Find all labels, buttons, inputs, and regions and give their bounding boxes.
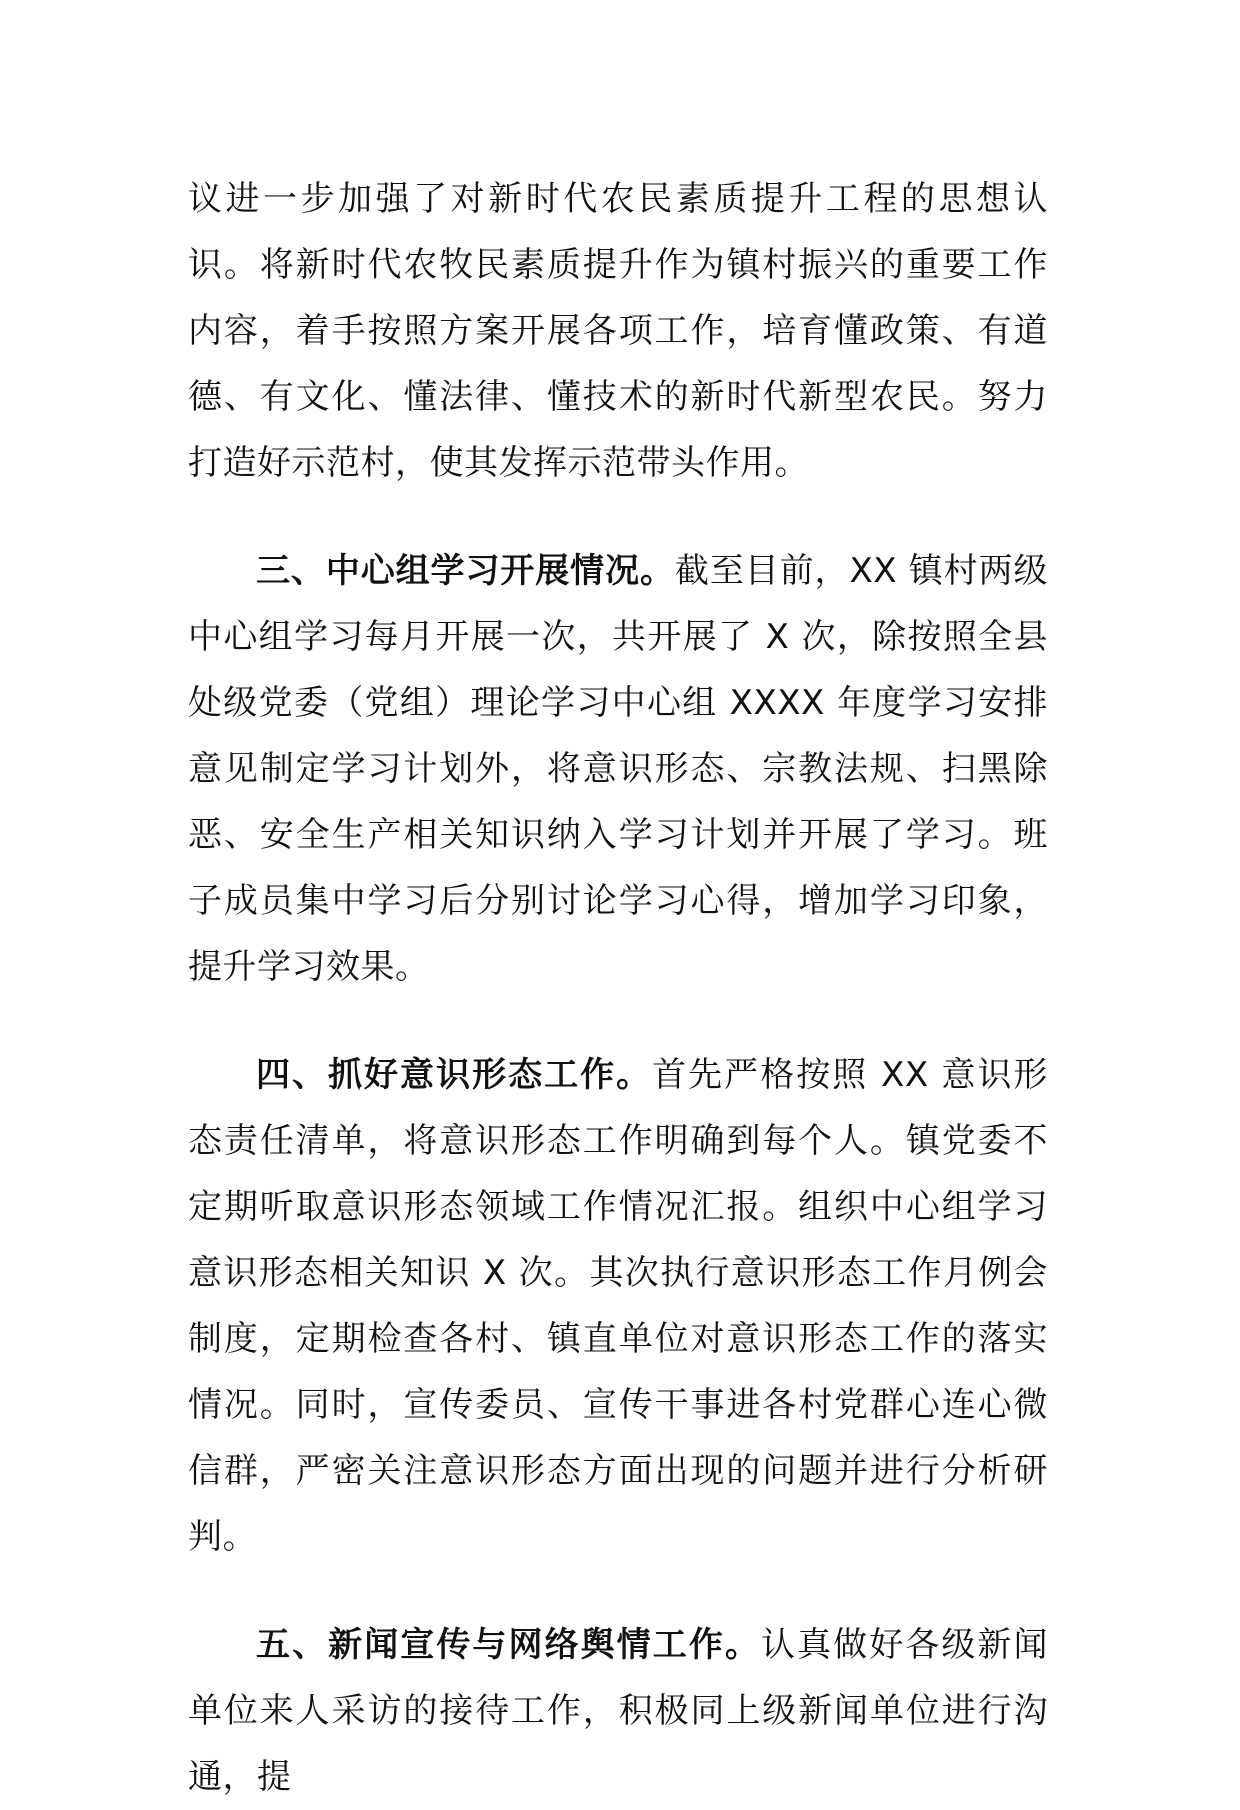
paragraph-text: 首先严格按照 XX 意识形态责任清单，将意识形态工作明确到每个人。镇党委不定期听取意识形态领域工作情况汇报。组织中心组学习意识形态相关知识 X 次。其次执行意识形态工作月例会制度，定期检查各村、镇直单位对意识形态工作的落实情况。同时，宣传委员、宣传干事进各村党群心连心微信群，严密关注意识形态方面出现的问题并进行分析研判。 xyxy=(188,1055,1048,1557)
paragraph-section-3 xyxy=(188,538,1048,1000)
paragraph-section-5 xyxy=(188,1612,1048,1810)
paragraph-text: 截至目前，XX 镇村两级中心组学习每月开展一次，共开展了 X 次，除按照全县处级党委（党组）理论学习中心组 XXXX 年度学习安排意见制定学习计划外，将意识形态、宗教法规、扫黑除恶、安全生产相关知识纳入学习计划并开展了学习。班子成员集中学习后分别讨论学习心得，增加学习印象，提升学习效果。 xyxy=(188,551,1048,987)
section-heading: 五、新闻宣传与网络舆情工作。 xyxy=(256,1625,761,1665)
paragraph-continuation xyxy=(188,166,1048,496)
section-heading: 四、抓好意识形态工作。 xyxy=(256,1055,653,1095)
paragraph-section-4 xyxy=(188,1042,1048,1570)
paragraph-text: 认真做好各级新闻单位来人采访的接待工作，积极同上级新闻单位进行沟通，提 xyxy=(188,1625,1048,1797)
document-body xyxy=(188,166,1048,1810)
section-heading: 三、中心组学习开展情况。 xyxy=(256,551,675,591)
paragraph-text: 议进一步加强了对新时代农民素质提升工程的思想认识。将新时代农牧民素质提升作为镇村振兴的重要工作内容，着手按照方案开展各项工作，培育懂政策、有道德、有文化、懂法律、懂技术的新时代新型农民。努力打造好示范村，使其发挥示范带头作用。 xyxy=(188,179,1048,483)
